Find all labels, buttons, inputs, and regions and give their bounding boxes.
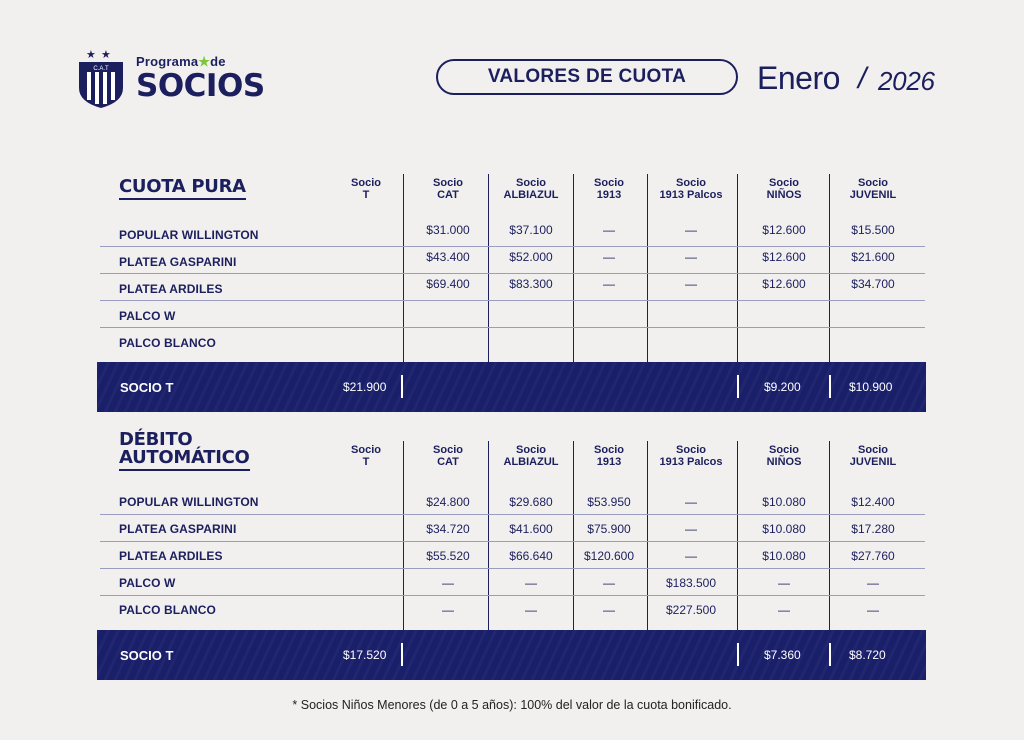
column-header-line1: Socio xyxy=(594,177,624,189)
table-cell: — xyxy=(685,277,697,291)
column-header-line2: CAT xyxy=(437,189,459,201)
column-header-line2: 1913 xyxy=(596,189,622,201)
column-header xyxy=(486,177,576,201)
row-divider xyxy=(100,273,925,274)
bar-divider xyxy=(737,375,739,398)
column-header-line2: 1913 Palcos xyxy=(659,456,723,468)
socio-t-label: SOCIO T xyxy=(120,380,174,395)
column-divider xyxy=(488,174,489,362)
table-cell: — xyxy=(603,250,615,264)
column-divider xyxy=(573,174,574,362)
table-cell: $27.760 xyxy=(851,549,895,563)
column-header-line1: Socio xyxy=(676,444,706,456)
column-header xyxy=(403,444,493,468)
table-cell: — xyxy=(685,250,697,264)
column-divider xyxy=(488,441,489,630)
column-divider xyxy=(737,441,738,630)
year-label: 2026 xyxy=(878,66,935,96)
table-cell: $10.080 xyxy=(762,495,806,509)
table-cell: $120.600 xyxy=(583,549,635,563)
month-label: Enero xyxy=(757,60,840,96)
column-header-line2: ALBIAZUL xyxy=(503,189,559,201)
column-header xyxy=(321,444,411,468)
socio-ninos-value: $9.200 xyxy=(764,380,801,394)
column-divider xyxy=(403,174,404,362)
table-cell: — xyxy=(603,223,615,237)
socio-t-value: $21.900 xyxy=(343,380,387,394)
column-divider xyxy=(403,441,404,630)
brand-small: Programa★de xyxy=(136,54,226,69)
column-header-line2: CAT xyxy=(437,456,459,468)
column-header-line1: Socio xyxy=(769,444,799,456)
table-cell: — xyxy=(442,576,454,590)
column-header-line1: Socio xyxy=(594,444,624,456)
table-cell: — xyxy=(442,603,454,617)
svg-text:★: ★ xyxy=(86,49,96,61)
column-header xyxy=(321,177,411,201)
row-label: PALCO BLANCO xyxy=(119,336,216,350)
table-cell: $12.400 xyxy=(851,495,895,509)
socio-ninos-value: $7.360 xyxy=(764,648,801,662)
row-label: PALCO W xyxy=(119,309,176,323)
section-title-line1: DÉBITO xyxy=(119,429,193,450)
shield-text: C.A.T xyxy=(93,66,109,72)
table-cell: $12.600 xyxy=(762,223,806,237)
column-header xyxy=(739,177,829,201)
row-label: PLATEA ARDILES xyxy=(119,282,223,296)
bar-divider xyxy=(829,375,831,398)
bar-divider xyxy=(737,643,739,666)
table-cell: $55.520 xyxy=(426,549,470,563)
table-cell: $15.500 xyxy=(851,223,895,237)
column-header xyxy=(828,177,918,201)
row-label: PLATEA GASPARINI xyxy=(119,522,237,536)
column-header-line2: JUVENIL xyxy=(849,189,897,201)
page-title-pill: VALORES DE CUOTA xyxy=(436,59,738,95)
column-header-line2: JUVENIL xyxy=(849,456,897,468)
column-header-line1: Socio xyxy=(516,177,546,189)
column-header xyxy=(739,444,829,468)
column-header-line1: Socio xyxy=(433,177,463,189)
column-header-line2: NIÑOS xyxy=(766,456,802,468)
socio-t-bar xyxy=(97,630,926,680)
column-header-line1: Socio xyxy=(516,444,546,456)
column-header-line1: Socio xyxy=(351,177,381,189)
table-cell: — xyxy=(525,576,537,590)
table-cell: $43.400 xyxy=(426,250,470,264)
column-divider xyxy=(737,174,738,362)
table-cell: $83.300 xyxy=(509,277,553,291)
table-cell: $17.280 xyxy=(851,522,895,536)
table-cell: $34.720 xyxy=(426,522,470,536)
column-header xyxy=(828,444,918,468)
table-cell: — xyxy=(603,277,615,291)
column-header xyxy=(486,444,576,468)
club-shield-icon xyxy=(76,48,126,108)
programa-socios-logo xyxy=(76,48,276,108)
column-header-line2: 1913 Palcos xyxy=(659,189,723,201)
table-cell: $31.000 xyxy=(426,223,470,237)
table-cell: $183.500 xyxy=(665,576,717,590)
column-header xyxy=(646,444,736,468)
row-divider xyxy=(100,300,925,301)
row-divider xyxy=(100,568,925,569)
section-title-text: CUOTA PURA xyxy=(119,176,246,200)
socio-juvenil-value: $8.720 xyxy=(849,648,886,662)
column-header xyxy=(564,177,654,201)
section-title xyxy=(119,431,250,467)
row-divider xyxy=(100,327,925,328)
bar-divider xyxy=(401,375,403,398)
socio-t-bar xyxy=(97,362,926,412)
table-cell: $227.500 xyxy=(665,603,717,617)
column-header-line1: Socio xyxy=(769,177,799,189)
row-divider xyxy=(100,541,925,542)
column-divider xyxy=(647,174,648,362)
table-cell: — xyxy=(603,603,615,617)
column-divider xyxy=(829,174,830,362)
socio-t-label: SOCIO T xyxy=(120,648,174,663)
table-cell: — xyxy=(685,223,697,237)
column-header-line1: Socio xyxy=(858,444,888,456)
table-cell: $75.900 xyxy=(587,522,631,536)
column-header xyxy=(646,177,736,201)
table-cell: $12.600 xyxy=(762,277,806,291)
column-header xyxy=(403,177,493,201)
table-cell: $37.100 xyxy=(509,223,553,237)
footnote: * Socios Niños Menores (de 0 a 5 años): 100% del valor de la cuota bonificado. xyxy=(292,698,732,712)
column-header-line2: ALBIAZUL xyxy=(503,456,559,468)
table-cell: — xyxy=(778,603,790,617)
row-label: PLATEA GASPARINI xyxy=(119,255,237,269)
socio-t-value: $17.520 xyxy=(343,648,387,662)
table-cell: $21.600 xyxy=(851,250,895,264)
table-cell: $10.080 xyxy=(762,549,806,563)
table-cell: $53.950 xyxy=(587,495,631,509)
table-cell: — xyxy=(685,522,697,536)
column-header-line2: T xyxy=(362,189,370,201)
table-cell: $10.080 xyxy=(762,522,806,536)
section-title xyxy=(119,178,246,196)
table-cell: $12.600 xyxy=(762,250,806,264)
table-cell: $41.600 xyxy=(509,522,553,536)
bar-divider xyxy=(401,643,403,666)
table-cell: $52.000 xyxy=(509,250,553,264)
column-header-line1: Socio xyxy=(858,177,888,189)
row-label: PALCO W xyxy=(119,576,176,590)
row-label: PLATEA ARDILES xyxy=(119,549,223,563)
table-cell: $29.680 xyxy=(509,495,553,509)
row-divider xyxy=(100,514,925,515)
bar-divider xyxy=(829,643,831,666)
table-cell: — xyxy=(525,603,537,617)
table-cell: $34.700 xyxy=(851,277,895,291)
table-cell: — xyxy=(685,495,697,509)
table-cell: — xyxy=(685,549,697,563)
row-divider xyxy=(100,595,925,596)
table-cell: $66.640 xyxy=(509,549,553,563)
column-header xyxy=(564,444,654,468)
row-label: PALCO BLANCO xyxy=(119,603,216,617)
brand-big: SOCIOS xyxy=(136,68,265,104)
table-cell: $69.400 xyxy=(426,277,470,291)
table-cell: — xyxy=(867,576,879,590)
column-header-line1: Socio xyxy=(433,444,463,456)
column-header-line1: Socio xyxy=(676,177,706,189)
column-header-line2: NIÑOS xyxy=(766,189,802,201)
row-label: POPULAR WILLINGTON xyxy=(119,495,259,509)
column-header-line1: Socio xyxy=(351,444,381,456)
table-cell: — xyxy=(867,603,879,617)
row-label: POPULAR WILLINGTON xyxy=(119,228,259,242)
section-title-line2: AUTOMÁTICO xyxy=(119,447,250,471)
column-header-line2: T xyxy=(362,456,370,468)
svg-text:★: ★ xyxy=(101,49,111,61)
table-cell: — xyxy=(603,576,615,590)
star-icon: ★ xyxy=(198,54,211,69)
column-divider xyxy=(829,441,830,630)
column-header-line2: 1913 xyxy=(596,456,622,468)
socio-juvenil-value: $10.900 xyxy=(849,380,893,394)
table-cell: $24.800 xyxy=(426,495,470,509)
table-cell: — xyxy=(778,576,790,590)
row-divider xyxy=(100,246,925,247)
date-separator: / xyxy=(858,62,867,95)
